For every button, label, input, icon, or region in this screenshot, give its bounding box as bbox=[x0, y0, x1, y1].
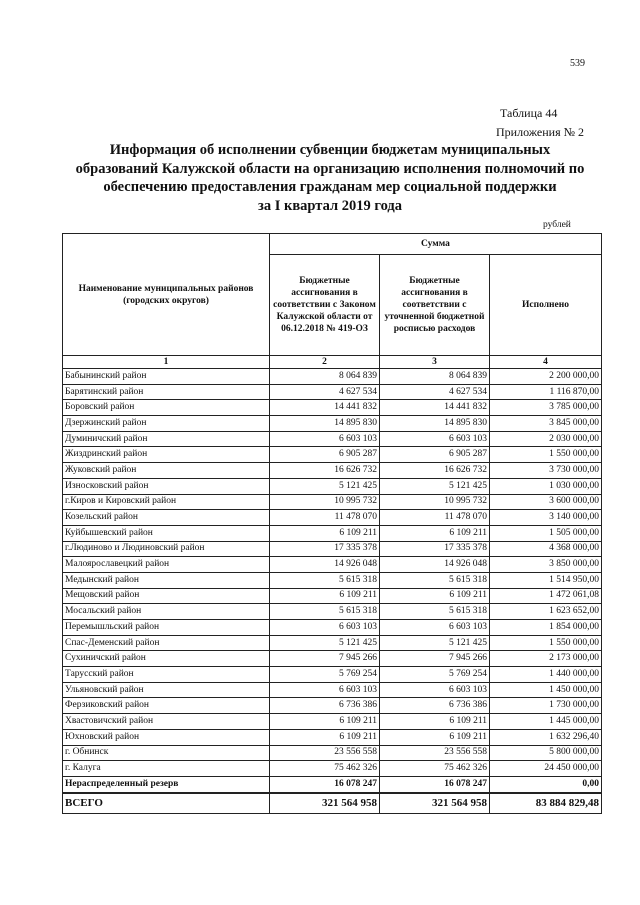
cell-executed: 2 030 000,00 bbox=[490, 431, 602, 447]
cell-district-name: Козельский район bbox=[63, 510, 270, 526]
cell-executed: 1 450 000,00 bbox=[490, 682, 602, 698]
cell-law-allocation: 75 462 326 bbox=[270, 761, 380, 777]
cell-law-allocation: 6 109 211 bbox=[270, 525, 380, 541]
cell-executed: 83 884 829,48 bbox=[490, 793, 602, 814]
cell-district-name: Хвастовичский район bbox=[63, 714, 270, 730]
subvention-table bbox=[62, 233, 602, 814]
cell-law-allocation: 10 995 732 bbox=[270, 494, 380, 510]
cell-refined-allocation: 6 603 103 bbox=[380, 431, 490, 447]
cell-law-allocation: 5 121 425 bbox=[270, 478, 380, 494]
cell-refined-allocation: 6 603 103 bbox=[380, 620, 490, 636]
cell-district-name: Нераспределенный резерв bbox=[63, 776, 270, 792]
cell-executed: 0,00 bbox=[490, 776, 602, 792]
table-label: Таблица 44 bbox=[500, 106, 558, 120]
cell-executed: 3 140 000,00 bbox=[490, 510, 602, 526]
cell-executed: 2 173 000,00 bbox=[490, 651, 602, 667]
header-sum: Сумма bbox=[270, 234, 602, 255]
table-row bbox=[63, 478, 602, 494]
cell-district-name: Барятинский район bbox=[63, 384, 270, 400]
cell-district-name: Думиничский район bbox=[63, 431, 270, 447]
table-row bbox=[63, 400, 602, 416]
table-row bbox=[63, 369, 602, 385]
table-row bbox=[63, 384, 602, 400]
header-col-number: 1 bbox=[63, 356, 270, 369]
header-col-number: 2 bbox=[270, 356, 380, 369]
table-row bbox=[63, 588, 602, 604]
table-row bbox=[63, 572, 602, 588]
cell-law-allocation: 6 603 103 bbox=[270, 431, 380, 447]
cell-law-allocation: 8 064 839 bbox=[270, 369, 380, 385]
cell-refined-allocation: 5 769 254 bbox=[380, 667, 490, 683]
cell-refined-allocation: 6 736 386 bbox=[380, 698, 490, 714]
cell-executed: 1 445 000,00 bbox=[490, 714, 602, 730]
table-row bbox=[63, 510, 602, 526]
cell-law-allocation: 16 626 732 bbox=[270, 463, 380, 479]
cell-executed: 3 600 000,00 bbox=[490, 494, 602, 510]
cell-law-allocation: 17 335 378 bbox=[270, 541, 380, 557]
title-line: образований Калужской области на организацию исполнения полномочий по bbox=[75, 160, 585, 177]
cell-district-name: г.Людиново и Людиновский район bbox=[63, 541, 270, 557]
reserve-row bbox=[63, 776, 602, 792]
table-row bbox=[63, 541, 602, 557]
cell-refined-allocation: 11 478 070 bbox=[380, 510, 490, 526]
appendix-label: Приложения № 2 bbox=[496, 125, 585, 139]
cell-district-name: Ферзиковский район bbox=[63, 698, 270, 714]
table-row bbox=[63, 651, 602, 667]
cell-executed: 1 550 000,00 bbox=[490, 447, 602, 463]
title-line: обеспечению предоставления гражданам мер социальной поддержки bbox=[103, 179, 557, 195]
cell-law-allocation: 16 078 247 bbox=[270, 776, 380, 792]
cell-refined-allocation: 6 109 211 bbox=[380, 525, 490, 541]
table-row bbox=[63, 416, 602, 432]
table-row bbox=[63, 745, 602, 761]
cell-refined-allocation: 23 556 558 bbox=[380, 745, 490, 761]
cell-law-allocation: 5 121 425 bbox=[270, 635, 380, 651]
cell-law-allocation: 5 615 318 bbox=[270, 604, 380, 620]
cell-executed: 3 845 000,00 bbox=[490, 416, 602, 432]
cell-executed: 3 730 000,00 bbox=[490, 463, 602, 479]
cell-refined-allocation: 16 078 247 bbox=[380, 776, 490, 792]
cell-district-name: Дзержинский район bbox=[63, 416, 270, 432]
table-row bbox=[63, 761, 602, 777]
cell-refined-allocation: 17 335 378 bbox=[380, 541, 490, 557]
cell-refined-allocation: 4 627 534 bbox=[380, 384, 490, 400]
cell-law-allocation: 5 615 318 bbox=[270, 572, 380, 588]
table-body bbox=[63, 369, 602, 814]
cell-executed: 1 550 000,00 bbox=[490, 635, 602, 651]
cell-refined-allocation: 16 626 732 bbox=[380, 463, 490, 479]
table-row bbox=[63, 525, 602, 541]
cell-law-allocation: 6 109 211 bbox=[270, 729, 380, 745]
cell-district-name: Медынский район bbox=[63, 572, 270, 588]
cell-executed: 1 730 000,00 bbox=[490, 698, 602, 714]
cell-refined-allocation: 5 121 425 bbox=[380, 478, 490, 494]
cell-district-name: г.Киров и Кировский район bbox=[63, 494, 270, 510]
cell-refined-allocation: 10 995 732 bbox=[380, 494, 490, 510]
cell-district-name: Износковский район bbox=[63, 478, 270, 494]
cell-refined-allocation: 14 895 830 bbox=[380, 416, 490, 432]
cell-district-name: Спас-Деменский район bbox=[63, 635, 270, 651]
cell-law-allocation: 14 441 832 bbox=[270, 400, 380, 416]
cell-executed: 1 472 061,08 bbox=[490, 588, 602, 604]
title-line: за I квартал 2019 года bbox=[258, 197, 402, 214]
cell-district-name: Мосальский район bbox=[63, 604, 270, 620]
cell-executed: 1 505 000,00 bbox=[490, 525, 602, 541]
header-executed: Исполнено bbox=[490, 255, 602, 356]
cell-refined-allocation: 8 064 839 bbox=[380, 369, 490, 385]
cell-district-name: Жиздринский район bbox=[63, 447, 270, 463]
cell-refined-allocation: 5 615 318 bbox=[380, 604, 490, 620]
cell-law-allocation: 11 478 070 bbox=[270, 510, 380, 526]
table-row bbox=[63, 463, 602, 479]
cell-law-allocation: 6 736 386 bbox=[270, 698, 380, 714]
cell-executed: 24 450 000,00 bbox=[490, 761, 602, 777]
cell-refined-allocation: 321 564 958 bbox=[380, 793, 490, 814]
cell-refined-allocation: 5 615 318 bbox=[380, 572, 490, 588]
cell-district-name: Куйбышевский район bbox=[63, 525, 270, 541]
cell-refined-allocation: 5 121 425 bbox=[380, 635, 490, 651]
total-row bbox=[63, 793, 602, 814]
cell-executed: 3 850 000,00 bbox=[490, 557, 602, 573]
header-refined-allocations: Бюджетные ассигнования в соответствии с уточненной бюджетной росписью расходов bbox=[380, 255, 490, 356]
cell-law-allocation: 321 564 958 bbox=[270, 793, 380, 814]
cell-law-allocation: 6 109 211 bbox=[270, 588, 380, 604]
table-row bbox=[63, 604, 602, 620]
table-row bbox=[63, 667, 602, 683]
table-row bbox=[63, 698, 602, 714]
cell-law-allocation: 23 556 558 bbox=[270, 745, 380, 761]
cell-law-allocation: 5 769 254 bbox=[270, 667, 380, 683]
cell-executed: 1 030 000,00 bbox=[490, 478, 602, 494]
cell-executed: 1 440 000,00 bbox=[490, 667, 602, 683]
table-row bbox=[63, 557, 602, 573]
table-row bbox=[63, 431, 602, 447]
cell-refined-allocation: 14 926 048 bbox=[380, 557, 490, 573]
cell-law-allocation: 4 627 534 bbox=[270, 384, 380, 400]
table-row bbox=[63, 714, 602, 730]
cell-executed: 3 785 000,00 bbox=[490, 400, 602, 416]
cell-district-name: Бабынинский район bbox=[63, 369, 270, 385]
document-title bbox=[40, 141, 620, 215]
cell-law-allocation: 6 603 103 bbox=[270, 620, 380, 636]
cell-district-name: ВСЕГО bbox=[63, 793, 270, 814]
cell-district-name: Сухиничский район bbox=[63, 651, 270, 667]
cell-refined-allocation: 6 109 211 bbox=[380, 588, 490, 604]
cell-law-allocation: 6 109 211 bbox=[270, 714, 380, 730]
table-row bbox=[63, 620, 602, 636]
cell-law-allocation: 14 895 830 bbox=[270, 416, 380, 432]
cell-district-name: Юхновский район bbox=[63, 729, 270, 745]
page-number: 539 bbox=[570, 58, 585, 69]
cell-executed: 2 200 000,00 bbox=[490, 369, 602, 385]
cell-law-allocation: 7 945 266 bbox=[270, 651, 380, 667]
cell-law-allocation: 6 905 287 bbox=[270, 447, 380, 463]
cell-executed: 1 116 870,00 bbox=[490, 384, 602, 400]
cell-executed: 1 854 000,00 bbox=[490, 620, 602, 636]
cell-refined-allocation: 14 441 832 bbox=[380, 400, 490, 416]
table-row bbox=[63, 635, 602, 651]
cell-refined-allocation: 75 462 326 bbox=[380, 761, 490, 777]
cell-law-allocation: 6 603 103 bbox=[270, 682, 380, 698]
units-label: рублей bbox=[543, 220, 571, 230]
cell-executed: 1 623 652,00 bbox=[490, 604, 602, 620]
cell-executed: 1 514 950,00 bbox=[490, 572, 602, 588]
title-line: Информация об исполнении субвенции бюджетам муниципальных bbox=[109, 142, 551, 158]
header-col-number: 3 bbox=[380, 356, 490, 369]
cell-refined-allocation: 7 945 266 bbox=[380, 651, 490, 667]
table-row bbox=[63, 447, 602, 463]
header-col-number: 4 bbox=[490, 356, 602, 369]
cell-refined-allocation: 6 603 103 bbox=[380, 682, 490, 698]
cell-district-name: Ульяновский район bbox=[63, 682, 270, 698]
cell-law-allocation: 14 926 048 bbox=[270, 557, 380, 573]
cell-executed: 4 368 000,00 bbox=[490, 541, 602, 557]
cell-refined-allocation: 6 109 211 bbox=[380, 729, 490, 745]
cell-executed: 1 632 296,40 bbox=[490, 729, 602, 745]
header-name: Наименование муниципальных районов (городских округов) bbox=[63, 234, 270, 356]
cell-refined-allocation: 6 905 287 bbox=[380, 447, 490, 463]
cell-executed: 5 800 000,00 bbox=[490, 745, 602, 761]
cell-refined-allocation: 6 109 211 bbox=[380, 714, 490, 730]
cell-district-name: Тарусский район bbox=[63, 667, 270, 683]
cell-district-name: г. Обнинск bbox=[63, 745, 270, 761]
cell-district-name: Перемышльский район bbox=[63, 620, 270, 636]
cell-district-name: г. Калуга bbox=[63, 761, 270, 777]
cell-district-name: Малоярославецкий район bbox=[63, 557, 270, 573]
cell-district-name: Мещовский район bbox=[63, 588, 270, 604]
table-row bbox=[63, 494, 602, 510]
table-row bbox=[63, 682, 602, 698]
table-row bbox=[63, 729, 602, 745]
header-law-allocations: Бюджетные ассигнования в соответствии с Законом Калужской области от 06.12.2018 № 419-ОЗ bbox=[270, 255, 380, 356]
cell-district-name: Жуковский район bbox=[63, 463, 270, 479]
cell-district-name: Боровский район bbox=[63, 400, 270, 416]
